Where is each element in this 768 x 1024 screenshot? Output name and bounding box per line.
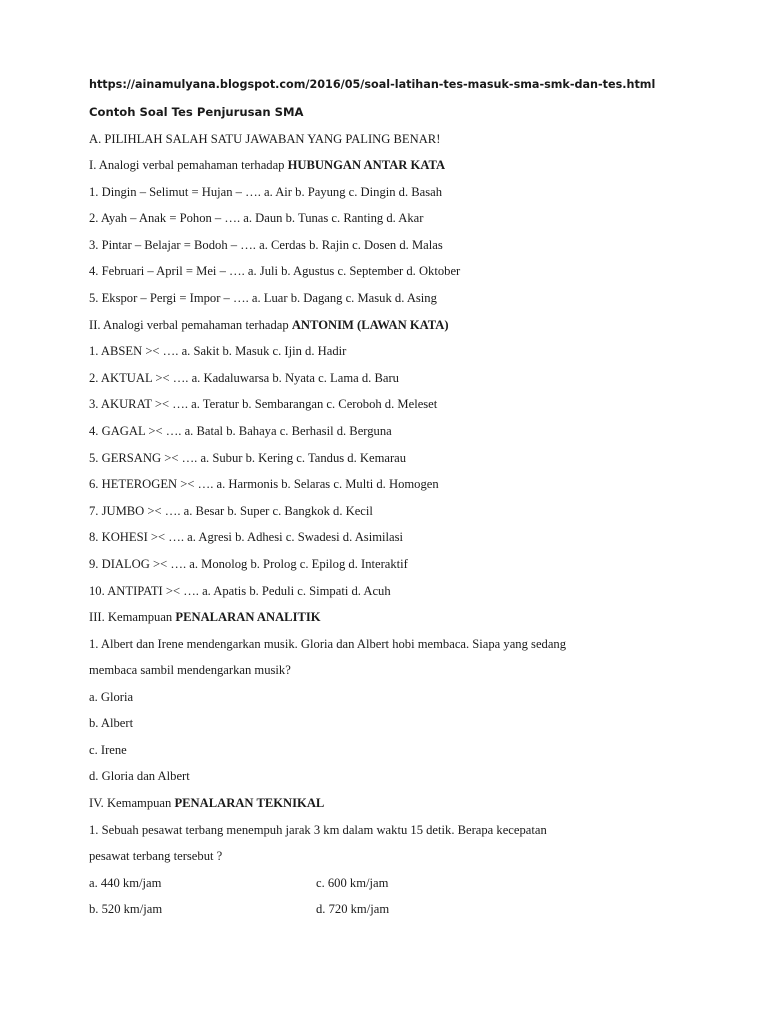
answer-option: b. Albert	[89, 716, 134, 730]
question-text: 1. Sebuah pesawat terbang menempuh jarak 3 km dalam waktu 15 detik. Berapa kecepatan	[89, 823, 547, 837]
instruction-text: A. PILIHLAH SALAH SATU JAWABAN YANG PALING BENAR!	[89, 132, 441, 146]
list-item: 2. Ayah – Anak = Pohon – …. a. Daun b. Tunas c. Ranting d. Akar	[89, 211, 424, 225]
answer-option: c. 600 km/jam	[316, 876, 389, 890]
list-item: 5. Ekspor – Pergi = Impor – …. a. Luar b. Dagang c. Masuk d. Asing	[89, 291, 437, 305]
section-3-heading-bold: PENALARAN ANALITIK	[175, 610, 321, 624]
answer-option: d. Gloria dan Albert	[89, 769, 190, 783]
section-3-heading-prefix: III. Kemampuan	[89, 610, 176, 624]
list-item: 7. JUMBO >< …. a. Besar b. Super c. Bangkok d. Kecil	[89, 504, 373, 518]
section-1-heading-prefix: I. Analogi verbal pemahaman terhadap	[89, 158, 288, 172]
document-title: Contoh Soal Tes Penjurusan SMA	[89, 105, 304, 119]
list-item: 3. AKURAT >< …. a. Teratur b. Sembarangan c. Ceroboh d. Meleset	[89, 397, 438, 411]
list-item: 6. HETEROGEN >< …. a. Harmonis b. Selaras c. Multi d. Homogen	[89, 477, 439, 491]
section-2-heading-bold: ANTONIM (LAWAN KATA)	[291, 318, 449, 332]
answer-option: c. Irene	[89, 743, 127, 757]
list-item: 3. Pintar – Belajar = Bodoh – …. a. Cerdas b. Rajin c. Dosen d. Malas	[89, 238, 443, 252]
list-item: 1. Dingin – Selimut = Hujan – …. a. Air b. Payung c. Dingin d. Basah	[89, 185, 443, 199]
section-1-heading	[89, 157, 445, 173]
question-text-continued: pesawat terbang tersebut ?	[89, 849, 223, 863]
answer-option: b. 520 km/jam	[89, 902, 163, 916]
list-item: 4. GAGAL >< …. a. Batal b. Bahaya c. Berhasil d. Berguna	[89, 424, 392, 438]
section-4-heading-prefix: IV. Kemampuan	[89, 796, 175, 810]
list-item: 8. KOHESI >< …. a. Agresi b. Adhesi c. Swadesi d. Asimilasi	[89, 530, 403, 544]
list-item: 5. GERSANG >< …. a. Subur b. Kering c. Tandus d. Kemarau	[89, 451, 407, 465]
list-item: 10. ANTIPATI >< …. a. Apatis b. Peduli c. Simpati d. Acuh	[89, 584, 391, 598]
list-item: 4. Februari – April = Mei – …. a. Juli b. Agustus c. September d. Oktober	[89, 264, 461, 278]
list-item: 2. AKTUAL >< …. a. Kadaluwarsa b. Nyata c. Lama d. Baru	[89, 371, 399, 385]
answer-option: a. 440 km/jam	[89, 876, 162, 890]
source-url-link[interactable]: https://ainamulyana.blogspot.com/2016/05/soal-latihan-tes-masuk-sma-smk-dan-tes.html	[89, 78, 656, 91]
question-text: 1. Albert dan Irene mendengarkan musik. Gloria dan Albert hobi membaca. Siapa yang sedang	[89, 637, 567, 651]
answer-option: d. 720 km/jam	[316, 902, 390, 916]
section-2-heading	[89, 317, 449, 333]
question-text-continued: membaca sambil mendengarkan musik?	[89, 663, 291, 677]
section-3-heading	[89, 609, 321, 625]
answer-option: a. Gloria	[89, 690, 134, 704]
section-1-heading-bold: HUBUNGAN ANTAR KATA	[287, 158, 446, 172]
list-item: 9. DIALOG >< …. a. Monolog b. Prolog c. Epilog d. Interaktif	[89, 557, 408, 571]
section-4-heading	[89, 795, 324, 811]
section-4-heading-bold: PENALARAN TEKNIKAL	[174, 796, 325, 810]
section-2-heading-prefix: II. Analogi verbal pemahaman terhadap	[89, 318, 292, 332]
list-item: 1. ABSEN >< …. a. Sakit b. Masuk c. Ijin d. Hadir	[89, 344, 347, 358]
